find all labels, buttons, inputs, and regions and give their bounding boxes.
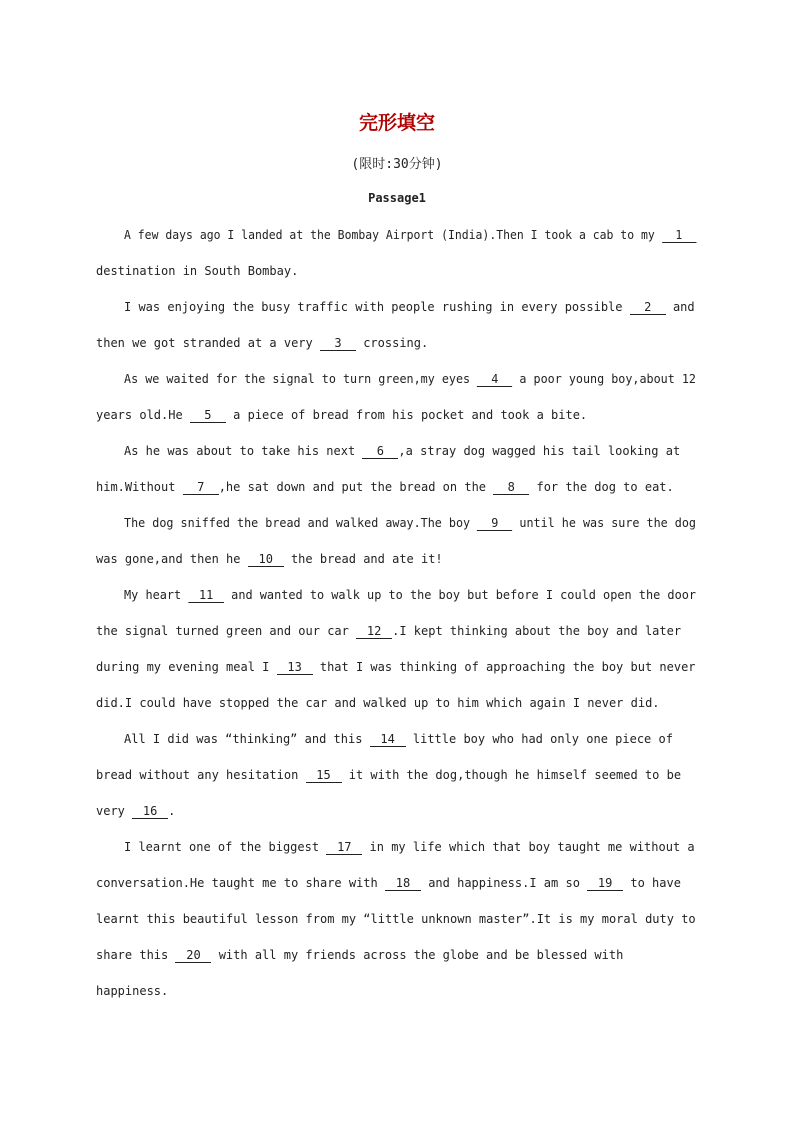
passage-text: did.I could have stopped the car and walked up to him which again I never did. [96, 696, 660, 710]
passage-text: a piece of bread from his pocket and took a bite. [225, 408, 588, 422]
passage-text: for the dog to eat. [529, 480, 674, 494]
answer-blank-14[interactable]: 14 [370, 732, 406, 747]
passage-line [96, 803, 175, 819]
passage-text: conversation.He taught me to share with [96, 876, 385, 890]
passage-line [96, 479, 674, 495]
passage-line [96, 407, 587, 423]
passage-line [124, 587, 696, 603]
passage-line [124, 731, 673, 747]
passage-text: All I did was “thinking” and this [124, 732, 370, 746]
passage-text: little boy who had only one piece of [405, 732, 673, 746]
passage-text: A few days ago I landed at the Bombay Airport (India).Then I took a cab to my [124, 228, 662, 242]
answer-blank-20[interactable]: 20 [175, 948, 211, 963]
answer-blank-6[interactable]: 6 [362, 444, 398, 459]
answer-blank-2[interactable]: 2 [630, 300, 666, 315]
passage-text: it with the dog,though he himself seemed to be [341, 768, 682, 782]
passage-text: very [96, 804, 133, 818]
passage-text: a poor young boy,about 12 [512, 372, 696, 386]
passage-text: that I was thinking of approaching the boy but never [312, 660, 696, 674]
answer-blank-10[interactable]: 10 [248, 552, 284, 567]
passage-line [96, 335, 428, 351]
page-title: 完形填空 [358, 112, 435, 134]
passage-line [96, 767, 681, 783]
passage-line [96, 263, 298, 279]
passage-text: the bread and ate it! [283, 552, 443, 566]
passage-text: I learnt one of the biggest [124, 840, 327, 854]
passage-text: As he was about to take his next [124, 444, 363, 458]
answer-blank-9[interactable]: 9 [477, 516, 512, 531]
passage-text: ,he sat down and put the bread on the [218, 480, 494, 494]
passage-line [124, 227, 696, 243]
passage-text: to have [623, 876, 681, 890]
passage-line [124, 443, 680, 459]
answer-blank-16[interactable]: 16 [132, 804, 168, 819]
answer-blank-11[interactable]: 11 [188, 588, 224, 603]
passage-line [96, 551, 443, 567]
passage-line [96, 623, 681, 639]
passage-text: and wanted to walk up to the boy but before I could open the door [224, 588, 697, 602]
passage-line [96, 875, 681, 891]
passage-text: during my evening meal I [96, 660, 277, 674]
passage-line [124, 839, 695, 855]
passage-text: him.Without [96, 480, 183, 494]
answer-blank-1[interactable]: 1 [662, 228, 696, 243]
passage-line [96, 983, 168, 999]
passage-heading: Passage1 [368, 191, 426, 205]
passage-text: As we waited for the signal to turn green,my eyes [124, 372, 478, 386]
passage-text: until he was sure the dog [512, 516, 696, 530]
passage-text: crossing. [355, 336, 429, 350]
passage-text: with all my friends across the globe and be blessed with [211, 948, 624, 962]
passage-line [124, 515, 696, 531]
passage-text: .I kept thinking about the boy and later [392, 624, 682, 638]
answer-blank-12[interactable]: 12 [356, 624, 392, 639]
answer-blank-17[interactable]: 17 [326, 840, 362, 855]
passage-text: in my life which that boy taught me without a [362, 840, 695, 854]
passage-text: was gone,and then he [96, 552, 248, 566]
answer-blank-8[interactable]: 8 [493, 480, 529, 495]
passage-text: years old.He [96, 408, 190, 422]
time-limit-subtitle: (限时:30分钟) [351, 157, 443, 172]
passage-text: . [168, 804, 176, 818]
answer-blank-3[interactable]: 3 [320, 336, 356, 351]
passage-line [96, 695, 660, 711]
passage-line [124, 299, 695, 315]
passage-line [96, 947, 623, 963]
passage-line [96, 911, 696, 927]
passage-text: My heart [124, 588, 189, 602]
passage-text: then we got stranded at a very [96, 336, 320, 350]
answer-blank-4[interactable]: 4 [477, 372, 512, 387]
passage-text: The dog sniffed the bread and walked away.The boy [124, 516, 478, 530]
passage-line [96, 659, 696, 675]
answer-blank-7[interactable]: 7 [183, 480, 219, 495]
answer-blank-19[interactable]: 19 [587, 876, 623, 891]
passage-text: bread without any hesitation [96, 768, 306, 782]
passage-line [124, 371, 696, 387]
answer-blank-15[interactable]: 15 [306, 768, 342, 783]
passage-text: happiness. [96, 984, 169, 998]
passage-text: ,a stray dog wagged his tail looking at [398, 444, 681, 458]
passage-text: share this [96, 948, 176, 962]
answer-blank-13[interactable]: 13 [277, 660, 313, 675]
passage-text: I was enjoying the busy traffic with people rushing in every possible [124, 300, 630, 314]
passage-text: destination in South Bombay. [96, 264, 299, 278]
answer-blank-5[interactable]: 5 [190, 408, 226, 423]
passage-text: and happiness.I am so [420, 876, 588, 890]
passage-text: learnt this beautiful lesson from my “little unknown master”.It is my moral duty to [96, 912, 696, 926]
passage-text: the signal turned green and our car [96, 624, 357, 638]
answer-blank-18[interactable]: 18 [385, 876, 421, 891]
passage-text: and [665, 300, 695, 314]
